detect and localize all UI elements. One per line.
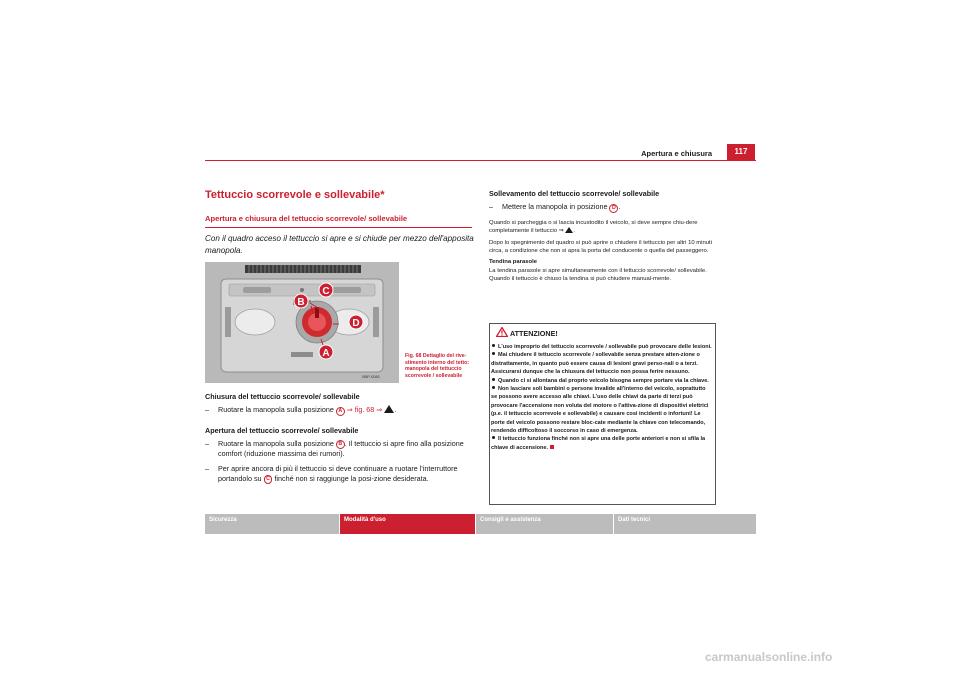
figure-caption: Fig. 68 Dettaglio del rive-stimento interno del tetto: manopola del tettuccio scorrevole / sollevabile xyxy=(405,353,469,379)
position-label-b: B xyxy=(336,440,345,449)
watermark: carmanualsonline.info xyxy=(705,650,833,664)
callout-label-a xyxy=(319,345,333,359)
warning-item: Mai chiudere il tettuccio scorrevole / sollevabile senza prestare atten-zione o distrattamente, in quanto può essere causa di lesioni gravi perso-nali o a terzi. Assicurarsi dunque che la chiusura del tettuccio non possa ferire nessuno. xyxy=(491,352,700,376)
raising-step: – Mettere la manopola in posizione D . xyxy=(489,202,621,212)
svg-text:B: B xyxy=(297,297,305,308)
figure-reference-link[interactable]: ⇒ fig. 68 ⇒ xyxy=(346,405,383,415)
intro-text: Con il quadro acceso il tettuccio si apre e si chiude per mezzo dell'apposita manopola. xyxy=(205,234,474,255)
opening-heading: Apertura del tettuccio scorrevole/ sollevabile xyxy=(205,425,359,435)
svg-text:C: C xyxy=(322,286,330,297)
warning-triangle-icon xyxy=(384,405,394,413)
page-number: 117 xyxy=(727,144,755,160)
figure-code: B5P-0081 xyxy=(362,374,380,379)
header-rule xyxy=(205,160,756,161)
parking-note: Quando si parcheggia o si lascia incustodito il veicolo, si deve sempre chiu-dere completamente il tettuccio ⇒ . xyxy=(489,219,698,235)
warning-icon xyxy=(496,327,508,337)
subsection-rule xyxy=(205,227,472,228)
raising-heading: Sollevamento del tettuccio scorrevole/ sollevabile xyxy=(489,189,660,198)
sunshade-text: La tendina parasole si apre simultaneamente con il tettuccio scorrevole/ sollevabile. Quando il tettuccio è chiuso la tendina si può chiudere manual-mente. xyxy=(489,267,707,283)
svg-text:A: A xyxy=(322,348,330,359)
callout-label-b xyxy=(294,294,308,308)
callout-label-d xyxy=(349,315,363,329)
subsection-title: Apertura e chiusura del tettuccio scorrevole/ sollevabile xyxy=(205,214,408,223)
svg-text:D: D xyxy=(352,318,360,329)
sunshade-heading: Tendina parasole xyxy=(489,259,538,266)
opening-step: – Ruotare la manopola sulla posizione B . Il tettuccio si apre fino alla posizione comfort (riduzione massima dei rumori). xyxy=(205,438,464,459)
warning-item: Quando ci si allontana dal proprio veicolo bisogna sempre portare via la chiave. xyxy=(491,377,713,385)
warning-item: L'uso improprio del tettuccio scorrevole / sollevabile può provocare delle lesioni. xyxy=(491,343,713,351)
warning-triangle-icon xyxy=(565,227,573,233)
warning-item: Il tettuccio funziona finché non si apre una delle porte anteriori e non si sfila la chiave di accensione. xyxy=(491,436,706,451)
left-column xyxy=(205,392,477,484)
footer-tab-modalita-uso[interactable]: Modalità d'uso xyxy=(340,514,475,534)
warning-item: Non lasciare soli bambini o persone invalide all'interno del veicolo, soprattutto se possono avere accesso alle chiavi. L'uso delle chiavi da parte di terzi può provocare l'accensione non voluta del motore o l'attiva-zione di dispositivi elettrici (p.e. il tettuccio scorrevole e sollevabile) e causare così incidenti o infortuni! Le porte del veicolo possono restare bloc-cate mediante la chiave con telecomando, rendendo difficoltoso il soccorso in caso di emergenza. xyxy=(491,386,709,435)
warning-list xyxy=(491,343,713,452)
section-title: Tettuccio scorrevole e sollevabile* xyxy=(205,189,385,201)
roof-control-figure xyxy=(205,262,399,383)
footer-tab-sicurezza[interactable]: Sicurezza xyxy=(205,514,339,534)
end-marker-icon xyxy=(550,445,554,449)
closing-step: – Ruotare la manopola sulla posizione A ⇒ fig. 68 ⇒ . xyxy=(205,405,397,415)
footer-tab-dati-tecnici[interactable]: Dati tecnici xyxy=(614,514,756,534)
closing-heading: Chiusura del tettuccio scorrevole/ sollevabile xyxy=(205,392,360,401)
footer-tab-consigli-assistenza[interactable]: Consigli e assistenza xyxy=(476,514,613,534)
timer-note: Dopo lo spegnimento del quadro si può aprire o chiudere il tettuccio per altri 10 minuti circa, a condizione che non si apra la porta del conducente o quella del passeggero. xyxy=(489,239,712,254)
position-label-a: A xyxy=(336,407,345,416)
callout-label-c xyxy=(319,283,333,297)
warning-title: ATTENZIONE! xyxy=(510,329,558,338)
opening-further-step: – Per aprire ancora di più il tettuccio si deve continuare a ruotare l'interruttore portandolo su C finché non si raggiunge la posi-zione desiderata. xyxy=(205,463,458,483)
position-label-c: C xyxy=(264,475,273,484)
position-label-d: D xyxy=(609,204,618,213)
running-header-title: Apertura e chiusura xyxy=(641,149,712,158)
right-column xyxy=(489,189,715,284)
